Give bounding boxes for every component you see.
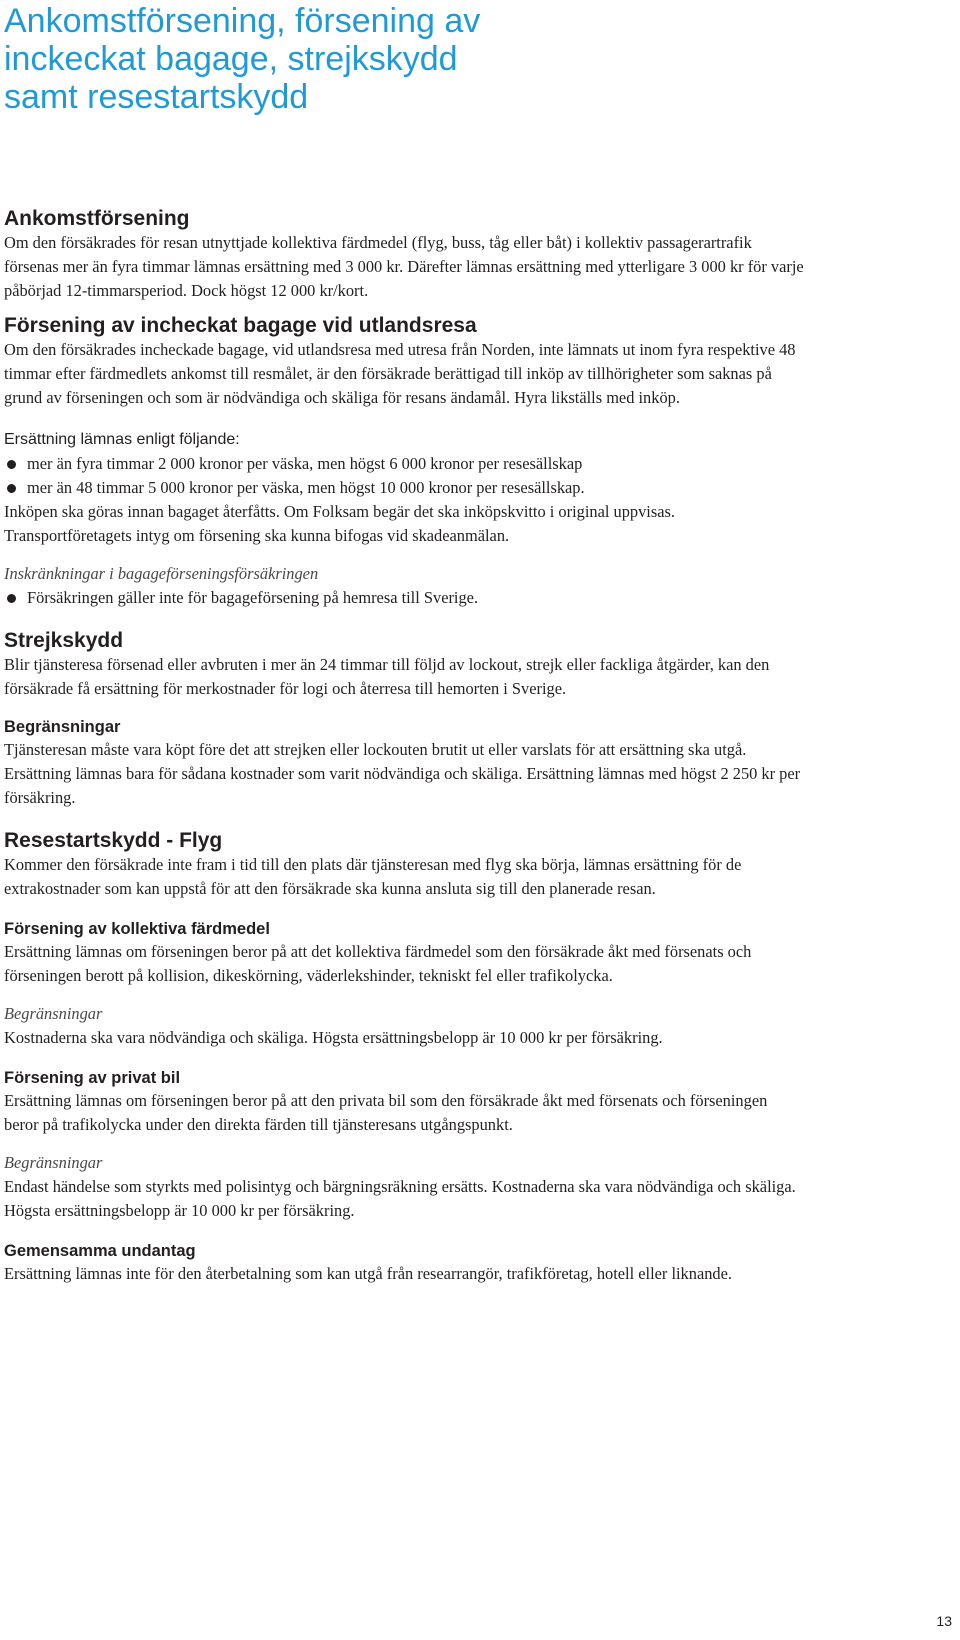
bagage-after: Inköpen ska göras innan bagaget återfåtts. Om Folksam begär det ska inköpskvitto i original uppvisas. Transportföretagets intyg om försening ska kunna bifogas vid skadeanmälan.: [4, 502, 675, 545]
heading-gemensamma-undantag: Gemensamma undantag: [4, 1242, 196, 1260]
heading-strejkskydd: Strejkskydd: [4, 629, 124, 652]
heading-resestartskydd: Resestartskydd - Flyg: [4, 829, 223, 852]
strejk-body: Blir tjänsteresa försenad eller avbruten i mer än 24 timmar till följd av lockout, strejk eller fackliga åtgärder, kan den försäkrade få ersättning för merkostnader för logi och återresa till hemorten i Sverige.: [4, 655, 770, 698]
privat-bil-limit-heading: Begränsningar: [4, 1153, 103, 1172]
list-item: Försäkringen gäller inte för bagageförsening på hemresa till Sverige.: [4, 586, 804, 610]
list-item: mer än fyra timmar 2 000 kronor per väska, men högst 6 000 kronor per resesällskap: [4, 452, 804, 476]
kollektiva-limit-heading: Begränsningar: [4, 1004, 103, 1023]
ankomst-body: Om den försäkrades för resan utnyttjade kollektiva färdmedel (flyg, buss, tåg eller båt) i kollektiv passagerartrafik försenas mer än fyra timmar lämnas ersättning med 3 000 kr. Därefter lämnas ersättning med ytterligare 3 000 kr för varje påbörjad 12-timmarsperiod. Dock högst 12 000 kr/kort.: [4, 233, 804, 300]
list-item: mer än 48 timmar 5 000 kronor per väska, men högst 10 000 kronor per resesällskap.: [4, 476, 804, 500]
bagage-bullet-list: [4, 452, 804, 500]
privat-bil-limit-body: Endast händelse som styrkts med polisintyg och bärgningsräkning ersätts. Kostnaderna ska vara nödvändiga och skäliga. Högsta ersättningsbelopp är 10 000 kr per försäkring.: [4, 1177, 796, 1220]
page-title: Ankomstförsening, försening av inckeckat bagage, strejkskydd samt resestartskydd: [4, 2, 481, 116]
heading-privat-bil: Försening av privat bil: [4, 1069, 181, 1087]
heading-kollektiva-fardmedel: Försening av kollektiva färdmedel: [4, 920, 270, 938]
heading-bagageforsening: Försening av incheckat bagage vid utlandsresa: [4, 314, 477, 337]
bullet-icon: [7, 594, 16, 603]
bagage-restriction-list: [4, 586, 804, 610]
bagage-restriction-heading: Inskränkningar i bagageförseningsförsäkringen: [4, 564, 319, 583]
heading-strejk-begransningar: Begränsningar: [4, 718, 121, 736]
resestart-body: Kommer den försäkrade inte fram i tid till den plats där tjänsteresan med flyg ska börja, lämnas ersättning för de extrakostnader som kan uppstå för att den försäkrade ska kunna ansluta sig till den planerade resan.: [4, 855, 742, 898]
strejk-limit-body: Tjänsteresan måste vara köpt före det att strejken eller lockouten brutit ut eller varslats för att ersättning ska utgå. Ersättning lämnas bara för sådana kostnader som varit nödvändiga och skäliga. Ersättning lämnas med högst 2 250 kr per försäkring.: [4, 740, 801, 807]
kollektiva-limit-body: Kostnaderna ska vara nödvändiga och skäliga. Högsta ersättningsbelopp är 10 000 kr per försäkring.: [4, 1028, 663, 1047]
heading-ankomstforsening: Ankomstförsening: [4, 207, 190, 230]
page-number: 13: [936, 1613, 952, 1629]
undantag-body: Ersättning lämnas inte för den återbetalning som kan utgå från researrangör, trafikföretag, hotell eller liknande.: [4, 1264, 732, 1283]
document-page: [4, 0, 804, 1286]
bullet-icon: [7, 484, 16, 493]
kollektiva-body: Ersättning lämnas om förseningen beror på att det kollektiva färdmedel som den försäkrade åkt med försenats och förseningen berott på kollision, dikeskörning, väderlekshinder, tekniskt fel eller trafikolycka.: [4, 942, 752, 985]
bullet-icon: [7, 460, 16, 469]
bagage-body: Om den försäkrades incheckade bagage, vid utlandsresa med utresa från Norden, inte lämnats ut inom fyra respektive 48 timmar efter färdmedlets ankomst till resmålet, är den försäkrade berättigad till inköp av tillhörigheter som saknas på grund av förseningen och som är nödvändiga och skäliga för resans ändamål. Hyra likställs med inköp.: [4, 340, 796, 407]
bagage-intro: Ersättning lämnas enligt följande:: [4, 431, 240, 448]
privat-bil-body: Ersättning lämnas om förseningen beror på att den privata bil som den försäkrade åkt med försenats och förseningen beror på trafikolycka under den direkta färden till tjänsteresans utgångspunkt.: [4, 1091, 768, 1134]
